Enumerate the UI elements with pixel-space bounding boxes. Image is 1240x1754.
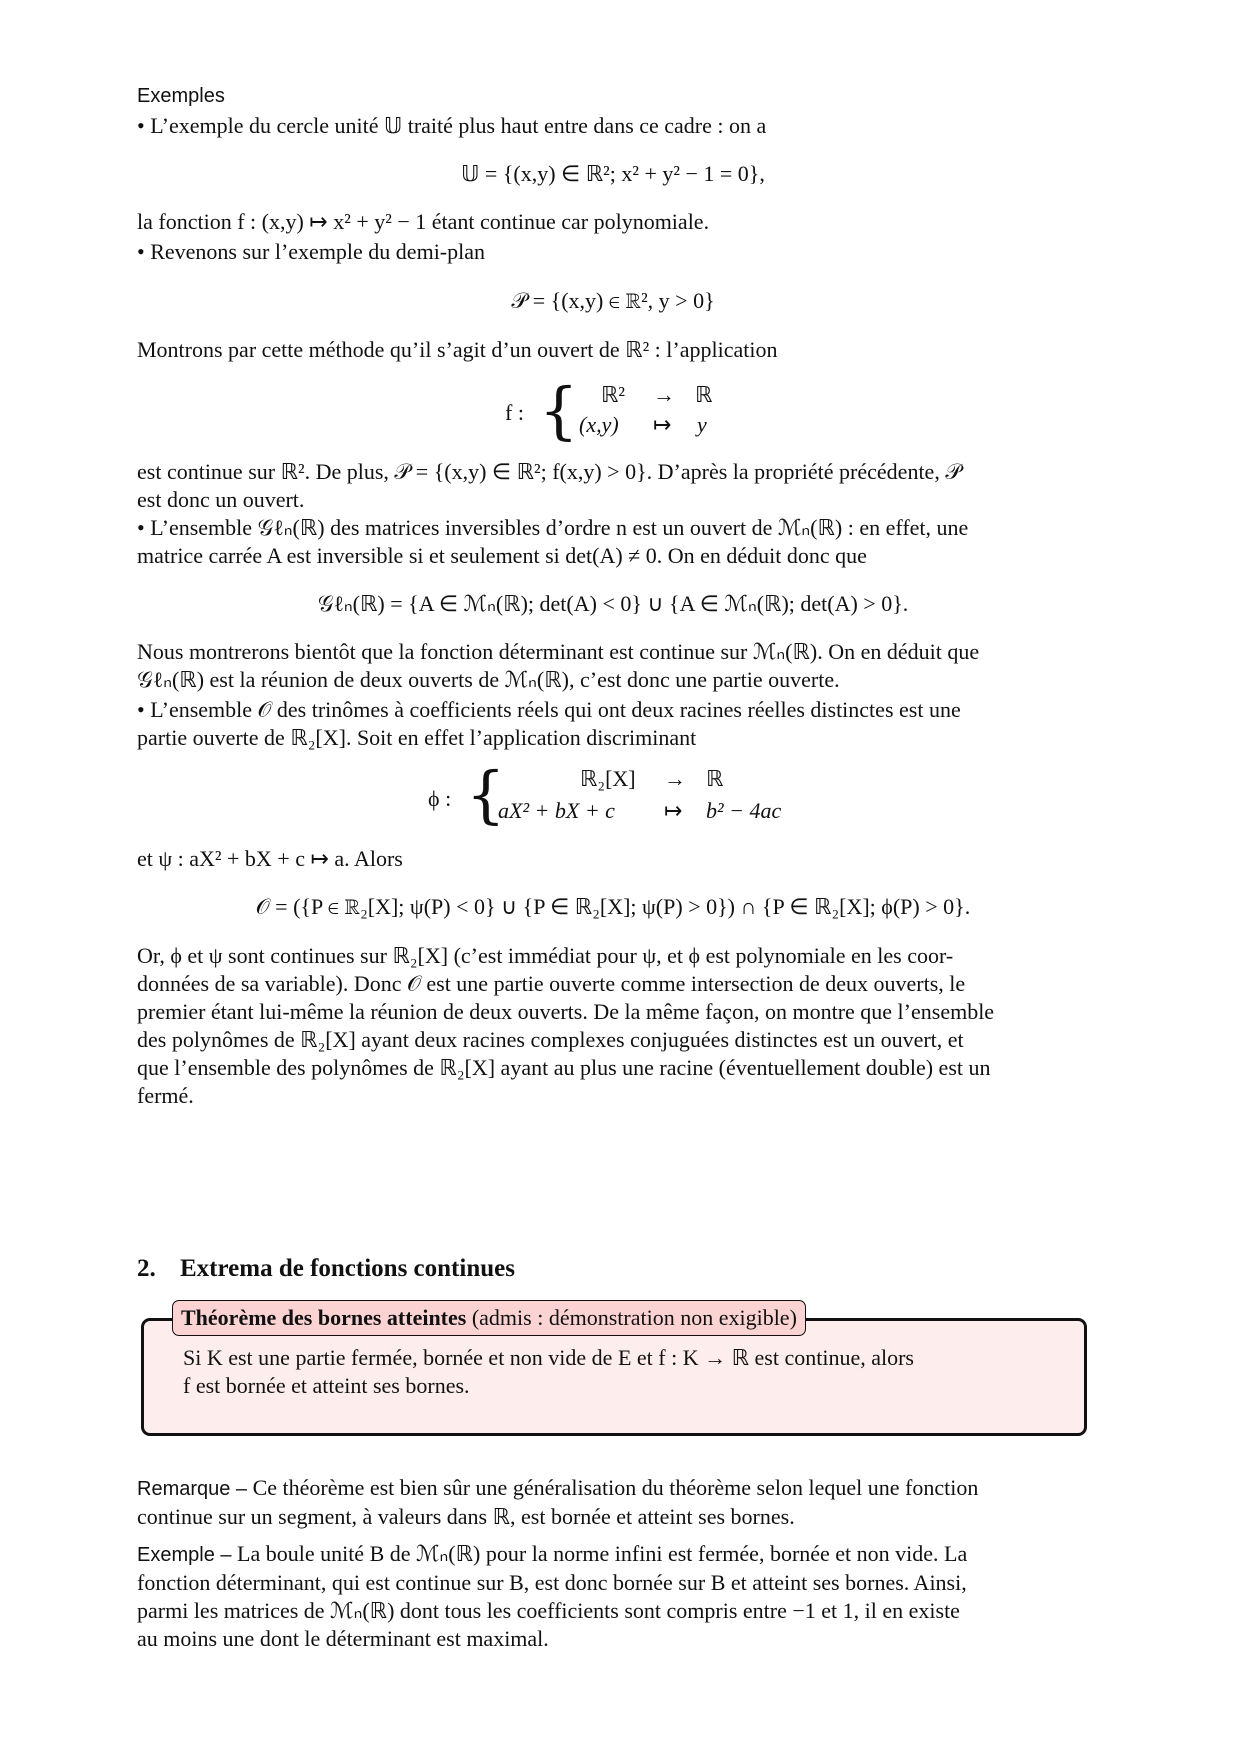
example-4-p1: Or, ϕ et ψ sont continues sur ℝ₂[X] (c’est immédiat pour ψ, et ϕ est polynomiale en les coor-	[137, 943, 954, 968]
example-4-line1: • L’ensemble 𝒪 des trinômes à coefficients réels qui ont deux racines réelles distinctes est une	[137, 697, 961, 722]
map-f-brace: {	[539, 374, 579, 447]
exemple-line4: au moins une dont le déterminant est maximal.	[137, 1626, 549, 1651]
theorem-note: (admis : démonstration non exigible)	[471, 1305, 797, 1330]
example-1-after: la fonction f : (x,y) ↦ x² + y² − 1 étant continue car polynomiale.	[137, 209, 710, 234]
example-4-psi-line: et ψ : aX² + bX + c ↦ a. Alors	[137, 846, 403, 871]
map-f	[505, 374, 735, 450]
example-4-formula: 𝒪 = ({P ∈ ℝ₂[X]; ψ(P) < 0} ∪ {P ∈ ℝ₂[X]; ψ(P) > 0}) ∩ {P ∈ ℝ₂[X]; ϕ(P) > 0}.	[255, 894, 971, 919]
example-2-conclusion-1: est continue sur ℝ². De plus, 𝒫 = {(x,y) ∈ ℝ²; f(x,y) > 0}. D’après la propriété précédente, 𝒫	[137, 459, 962, 484]
example-3-after2: 𝒢ℓₙ(ℝ) est la réunion de deux ouverts de ℳₙ(ℝ), c’est donc une partie ouverte.	[137, 667, 840, 692]
remarque-line1: Ce théorème est bien sûr une généralisation du théorème selon lequel une fonction	[252, 1475, 979, 1500]
example-3-line2: matrice carrée A est inversible si et seulement si det(A) ≠ 0. On en déduit donc que	[137, 543, 867, 568]
section-number: 2.	[137, 1255, 156, 1282]
exemple-line1: La boule unité B de ℳₙ(ℝ) pour la norme infini est fermée, bornée et non vide. La	[237, 1541, 968, 1566]
example-1-formula: 𝕌 = {(x,y) ∈ ℝ²; x² + y² − 1 = 0},	[461, 161, 765, 186]
map-phi-brace: {	[466, 758, 506, 831]
theorem-title: Théorème des bornes atteintes	[181, 1305, 467, 1330]
exemple-label: Exemple –	[137, 1544, 232, 1566]
example-2-conclusion-2: est donc un ouvert.	[137, 487, 305, 512]
example-3-line1: • L’ensemble 𝒢ℓₙ(ℝ) des matrices inversibles d’ordre n est un ouvert de ℳₙ(ℝ) : en effet, une	[137, 515, 969, 540]
section-heading	[137, 1255, 515, 1283]
example-1-line: • L’exemple du cercle unité 𝕌 traité plus haut entre dans ce cadre : on a	[137, 113, 767, 138]
map-f-row2-right: y	[697, 412, 707, 437]
map-phi-row2-right: b² − 4ac	[706, 798, 782, 823]
remarque	[137, 1474, 1089, 1531]
exemple	[137, 1540, 1089, 1653]
map-f-name: f :	[505, 400, 524, 425]
map-phi-row1-arrow: →	[664, 766, 686, 791]
map-f-row1-right: ℝ	[695, 382, 713, 407]
map-phi-row2-arrow: ↦	[664, 798, 683, 823]
example-4-p4: des polynômes de ℝ₂[X] ayant deux racines complexes conjuguées distinctes est un ouvert, et	[137, 1027, 964, 1052]
example-3-after1: Nous montrerons bientôt que la fonction déterminant est continue sur ℳₙ(ℝ). On en déduit que	[137, 639, 980, 664]
map-f-row1-left: ℝ²	[601, 382, 626, 407]
remarque-line2: continue sur un segment, à valeurs dans ℝ, est bornée et atteint ses bornes.	[137, 1504, 795, 1529]
remarque-label: Remarque –	[137, 1478, 248, 1500]
theorem-body	[183, 1344, 1053, 1400]
theorem-line1: Si K est une partie fermée, bornée et non vide de E et f : K → ℝ est continue, alors	[183, 1345, 914, 1370]
map-phi-row1-left: ℝ₂[X]	[580, 766, 636, 791]
map-phi	[428, 758, 828, 836]
map-phi-name: ϕ :	[428, 786, 452, 811]
theorem-line2: f est bornée et atteint ses bornes.	[183, 1373, 470, 1398]
example-2-claim: Montrons par cette méthode qu’il s’agit d’un ouvert de ℝ² : l’application	[137, 337, 778, 362]
example-4-line2: partie ouverte de ℝ₂[X]. Soit en effet l’application discriminant	[137, 725, 697, 750]
example-4-p6: fermé.	[137, 1083, 194, 1108]
map-phi-row1-right: ℝ	[706, 766, 724, 791]
exemple-line2: fonction déterminant, qui est continue sur B, est donc bornée sur B et atteint ses bornes. Ainsi,	[137, 1570, 967, 1595]
map-f-row2-left: (x,y)	[579, 412, 619, 437]
example-4-p5: que l’ensemble des polynômes de ℝ₂[X] ayant au plus une racine (éventuellement double) est un	[137, 1055, 991, 1080]
map-f-row2-arrow: ↦	[653, 412, 672, 437]
example-4-p3: premier étant lui-même la réunion de deux ouverts. De la même façon, on montre que l’ensemble	[137, 999, 995, 1024]
exemple-line3: parmi les matrices de ℳₙ(ℝ) dont tous les coefficients sont compris entre −1 et 1, il en existe	[137, 1598, 960, 1623]
section-title: Extrema de fonctions continues	[180, 1255, 515, 1282]
example-4-p2: données de sa variable). Donc 𝒪 est une partie ouverte comme intersection de deux ouverts, le	[137, 971, 966, 996]
example-2-intro: • Revenons sur l’exemple du demi-plan	[137, 239, 486, 264]
theorem-title-tab	[172, 1300, 806, 1336]
exemples-heading: Exemples	[137, 85, 225, 107]
map-phi-row2-left: aX² + bX + c	[498, 798, 615, 823]
example-2-formula: 𝒫 = {(x,y) ∈ ℝ², y > 0}	[511, 288, 715, 313]
map-f-row1-arrow: →	[653, 382, 675, 407]
example-3-formula: 𝒢ℓₙ(ℝ) = {A ∈ ℳₙ(ℝ); det(A) < 0} ∪ {A ∈ ℳₙ(ℝ); det(A) > 0}.	[317, 591, 909, 616]
